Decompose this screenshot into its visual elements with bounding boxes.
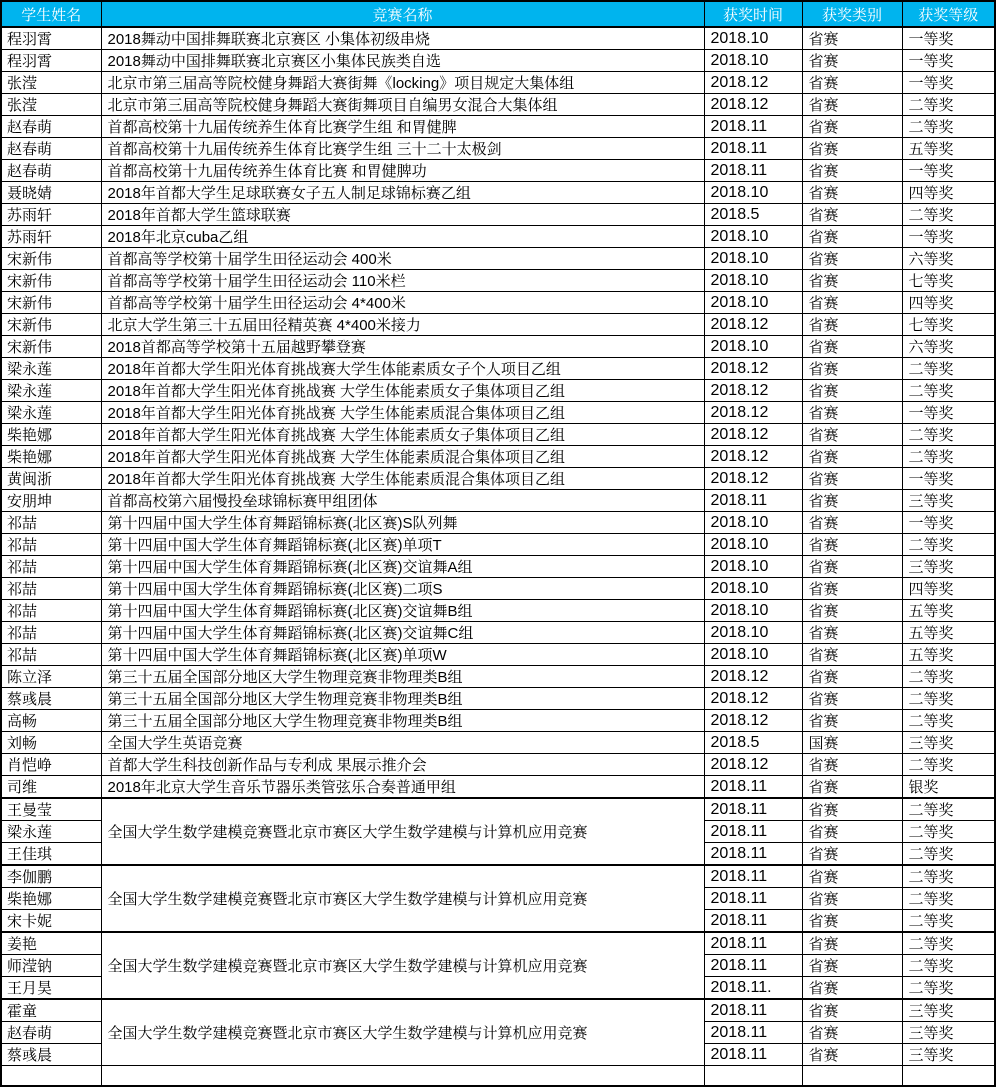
award-category-cell[interactable]: 省赛 — [802, 468, 902, 490]
competition-name-cell[interactable]: 2018年首都大学生篮球联赛 — [101, 204, 704, 226]
competition-name-cell[interactable]: 第三十五届全国部分地区大学生物理竞赛非物理类B组 — [101, 666, 704, 688]
award-category-cell[interactable]: 省赛 — [802, 204, 902, 226]
award-category-cell[interactable]: 省赛 — [802, 754, 902, 776]
award-time-cell[interactable]: 2018.11 — [704, 160, 802, 182]
student-name-cell[interactable]: 李伽鹏 — [1, 865, 101, 888]
table-row — [1, 204, 995, 226]
award-time-cell[interactable]: 2018.12 — [704, 314, 802, 336]
award-level-cell[interactable]: 一等奖 — [902, 50, 995, 72]
award-level-cell[interactable]: 二等奖 — [902, 424, 995, 446]
table-row — [1, 754, 995, 776]
award-level-cell[interactable]: 二等奖 — [902, 688, 995, 710]
table-row — [1, 94, 995, 116]
table-row — [1, 622, 995, 644]
student-name-cell[interactable]: 祁喆 — [1, 556, 101, 578]
competition-name-cell[interactable]: 全国大学生数学建模竞赛暨北京市赛区大学生数学建模与计算机应用竞赛 — [101, 865, 704, 932]
award-level-cell[interactable]: 二等奖 — [902, 977, 995, 1000]
award-category-cell[interactable]: 省赛 — [802, 1022, 902, 1044]
table-row — [1, 160, 995, 182]
award-level-cell[interactable]: 二等奖 — [902, 666, 995, 688]
competition-name-cell[interactable]: 第三十五届全国部分地区大学生物理竞赛非物理类B组 — [101, 688, 704, 710]
award-category-cell[interactable]: 省赛 — [802, 843, 902, 866]
competition-name-cell[interactable]: 2018舞动中国排舞联赛北京赛区 小集体初级串烧 — [101, 27, 704, 50]
table-row — [1, 424, 995, 446]
competition-name-cell[interactable]: 全国大学生数学建模竞赛暨北京市赛区大学生数学建模与计算机应用竞赛 — [101, 798, 704, 865]
award-category-cell[interactable]: 省赛 — [802, 666, 902, 688]
student-name-cell[interactable]: 聂晓婧 — [1, 182, 101, 204]
award-time-cell[interactable]: 2018.12 — [704, 380, 802, 402]
competition-name-cell[interactable]: 首都高校第十九届传统养生体育比赛学生组 三十二十太极剑 — [101, 138, 704, 160]
award-level-cell[interactable]: 二等奖 — [902, 843, 995, 866]
student-name-cell[interactable]: 梁永莲 — [1, 402, 101, 424]
award-category-cell[interactable]: 省赛 — [802, 600, 902, 622]
award-category-cell[interactable]: 省赛 — [802, 72, 902, 94]
table-row — [1, 314, 995, 336]
student-name-cell[interactable]: 宋新伟 — [1, 248, 101, 270]
award-level-cell[interactable]: 银奖 — [902, 776, 995, 799]
table-row — [1, 578, 995, 600]
table-row — [1, 226, 995, 248]
award-time-cell[interactable]: 2018.5 — [704, 732, 802, 754]
award-level-cell[interactable]: 三等奖 — [902, 1022, 995, 1044]
award-level-cell[interactable]: 四等奖 — [902, 578, 995, 600]
table-row — [1, 776, 995, 799]
award-time-cell[interactable]: 2018.10 — [704, 600, 802, 622]
award-level-cell[interactable]: 二等奖 — [902, 910, 995, 933]
competition-name-cell[interactable]: 北京市第三届高等院校健身舞蹈大赛街舞项目自编男女混合大集体组 — [101, 94, 704, 116]
student-name-cell[interactable]: 张滢 — [1, 94, 101, 116]
competition-name-cell[interactable]: 首都高校第十九届传统养生体育比赛 和胃健脾功 — [101, 160, 704, 182]
award-time-cell[interactable]: 2018.11 — [704, 776, 802, 799]
table-row — [1, 666, 995, 688]
award-category-cell[interactable]: 省赛 — [802, 556, 902, 578]
student-name-cell[interactable]: 祁喆 — [1, 512, 101, 534]
award-category-cell[interactable]: 省赛 — [802, 336, 902, 358]
competition-name-cell[interactable]: 全国大学生英语竞赛 — [101, 732, 704, 754]
award-category-cell[interactable]: 省赛 — [802, 138, 902, 160]
table-row — [1, 380, 995, 402]
award-level-cell[interactable]: 五等奖 — [902, 644, 995, 666]
competition-name-cell[interactable]: 首都大学生科技创新作品与专利成 果展示推介会 — [101, 754, 704, 776]
award-time-cell[interactable]: 2018.11 — [704, 1022, 802, 1044]
award-category-cell[interactable]: 省赛 — [802, 270, 902, 292]
column-header-award-category[interactable]: 获奖类别 — [802, 1, 902, 27]
table-row — [1, 468, 995, 490]
award-time-cell[interactable]: 2018.11 — [704, 821, 802, 843]
column-header-competition-name[interactable]: 竞赛名称 — [101, 1, 704, 27]
student-name-cell[interactable]: 祁喆 — [1, 600, 101, 622]
award-category-cell[interactable]: 省赛 — [802, 226, 902, 248]
student-name-cell[interactable]: 张滢 — [1, 72, 101, 94]
award-time-cell[interactable]: 2018.10 — [704, 248, 802, 270]
award-time-cell[interactable]: 2018.11 — [704, 888, 802, 910]
student-name-cell[interactable]: 程羽霄 — [1, 27, 101, 50]
award-time-cell[interactable]: 2018.11 — [704, 1044, 802, 1066]
student-name-cell[interactable]: 梁永莲 — [1, 358, 101, 380]
award-time-cell[interactable]: 2018.11 — [704, 116, 802, 138]
table-row — [1, 50, 995, 72]
competition-name-cell[interactable]: 2018年首都大学生阳光体育挑战赛 大学生体能素质混合集体项目乙组 — [101, 446, 704, 468]
empty-cell[interactable] — [1, 1066, 101, 1086]
student-name-cell[interactable]: 祁喆 — [1, 622, 101, 644]
award-category-cell[interactable]: 省赛 — [802, 534, 902, 556]
award-level-cell[interactable]: 二等奖 — [902, 380, 995, 402]
award-time-cell[interactable]: 2018.12 — [704, 754, 802, 776]
student-name-cell[interactable]: 柴艳娜 — [1, 446, 101, 468]
award-level-cell[interactable]: 六等奖 — [902, 336, 995, 358]
student-name-cell[interactable]: 高畅 — [1, 710, 101, 732]
award-time-cell[interactable]: 2018.11 — [704, 138, 802, 160]
competition-name-cell[interactable]: 2018年首都大学生足球联赛女子五人制足球锦标赛乙组 — [101, 182, 704, 204]
award-category-cell[interactable]: 省赛 — [802, 402, 902, 424]
table-row — [1, 27, 995, 50]
competition-name-cell[interactable]: 第十四届中国大学生体育舞蹈锦标赛(北区赛)单项W — [101, 644, 704, 666]
empty-cell[interactable] — [101, 1066, 704, 1086]
award-level-cell[interactable]: 四等奖 — [902, 182, 995, 204]
award-category-cell[interactable]: 省赛 — [802, 865, 902, 888]
award-level-cell[interactable]: 一等奖 — [902, 468, 995, 490]
award-time-cell[interactable]: 2018.10 — [704, 512, 802, 534]
award-level-cell[interactable]: 二等奖 — [902, 865, 995, 888]
award-category-cell[interactable]: 省赛 — [802, 424, 902, 446]
award-level-cell[interactable]: 六等奖 — [902, 248, 995, 270]
award-category-cell[interactable]: 省赛 — [802, 182, 902, 204]
table-row — [1, 402, 995, 424]
award-time-cell[interactable]: 2018.12 — [704, 94, 802, 116]
student-name-cell[interactable]: 程羽霄 — [1, 50, 101, 72]
award-time-cell[interactable]: 2018.11 — [704, 865, 802, 888]
award-time-cell[interactable]: 2018.11. — [704, 977, 802, 1000]
student-name-cell[interactable]: 安朋坤 — [1, 490, 101, 512]
student-name-cell[interactable]: 黄闽浙 — [1, 468, 101, 490]
table-row — [1, 688, 995, 710]
award-category-cell[interactable]: 省赛 — [802, 578, 902, 600]
student-name-cell[interactable]: 司维 — [1, 776, 101, 799]
award-time-cell[interactable]: 2018.10 — [704, 644, 802, 666]
student-name-cell[interactable]: 陈立泽 — [1, 666, 101, 688]
award-category-cell[interactable]: 省赛 — [802, 358, 902, 380]
award-time-cell[interactable]: 2018.11 — [704, 999, 802, 1022]
award-level-cell[interactable]: 三等奖 — [902, 732, 995, 754]
award-time-cell[interactable]: 2018.10 — [704, 622, 802, 644]
award-level-cell[interactable]: 一等奖 — [902, 72, 995, 94]
award-category-cell[interactable]: 省赛 — [802, 248, 902, 270]
student-name-cell[interactable]: 肖恺峥 — [1, 754, 101, 776]
award-time-cell[interactable]: 2018.10 — [704, 182, 802, 204]
competition-name-cell[interactable]: 首都高校第六届慢投垒球锦标赛甲组团体 — [101, 490, 704, 512]
competition-name-cell[interactable]: 第十四届中国大学生体育舞蹈锦标赛(北区赛)交谊舞C组 — [101, 622, 704, 644]
award-time-cell[interactable]: 2018.10 — [704, 226, 802, 248]
award-category-cell[interactable]: 省赛 — [802, 932, 902, 955]
award-level-cell[interactable]: 二等奖 — [902, 710, 995, 732]
award-time-cell[interactable]: 2018.10 — [704, 578, 802, 600]
competition-name-cell[interactable]: 第十四届中国大学生体育舞蹈锦标赛(北区赛)二项S — [101, 578, 704, 600]
award-time-cell[interactable]: 2018.12 — [704, 666, 802, 688]
competition-name-cell[interactable]: 2018年首都大学生阳光体育挑战赛大学生体能素质女子个人项目乙组 — [101, 358, 704, 380]
award-category-cell[interactable]: 省赛 — [802, 821, 902, 843]
competition-name-cell[interactable]: 2018年首都大学生阳光体育挑战赛 大学生体能素质混合集体项目乙组 — [101, 468, 704, 490]
award-level-cell[interactable]: 二等奖 — [902, 888, 995, 910]
student-name-cell[interactable]: 宋新伟 — [1, 292, 101, 314]
competition-name-cell[interactable]: 2018年北京cuba乙组 — [101, 226, 704, 248]
competition-name-cell[interactable]: 第十四届中国大学生体育舞蹈锦标赛(北区赛)交谊舞A组 — [101, 556, 704, 578]
table-row — [1, 72, 995, 94]
award-category-cell[interactable]: 省赛 — [802, 1044, 902, 1066]
student-name-cell[interactable]: 宋新伟 — [1, 314, 101, 336]
table-row — [1, 116, 995, 138]
award-time-cell[interactable]: 2018.10 — [704, 27, 802, 50]
competition-name-cell[interactable]: 2018年北京大学生音乐节器乐类管弦乐合奏普通甲组 — [101, 776, 704, 799]
competition-name-cell[interactable]: 北京市第三届高等院校健身舞蹈大赛街舞《locking》项目规定大集体组 — [101, 72, 704, 94]
award-category-cell[interactable]: 省赛 — [802, 380, 902, 402]
award-level-cell[interactable]: 五等奖 — [902, 622, 995, 644]
table-row — [1, 138, 995, 160]
table-header-row — [1, 1, 995, 27]
table-row — [1, 446, 995, 468]
competition-name-cell[interactable]: 首都高等学校第十届学生田径运动会 4*400米 — [101, 292, 704, 314]
student-name-cell[interactable]: 蔡彧晨 — [1, 688, 101, 710]
student-name-cell[interactable]: 祁喆 — [1, 534, 101, 556]
award-level-cell[interactable]: 二等奖 — [902, 955, 995, 977]
table-row — [1, 336, 995, 358]
table-row — [1, 490, 995, 512]
empty-cell[interactable] — [802, 1066, 902, 1086]
award-level-cell[interactable]: 三等奖 — [902, 556, 995, 578]
student-name-cell[interactable]: 刘畅 — [1, 732, 101, 754]
award-time-cell[interactable]: 2018.11 — [704, 843, 802, 866]
table-row — [1, 932, 995, 955]
award-level-cell[interactable]: 二等奖 — [902, 116, 995, 138]
student-name-cell[interactable]: 宋新伟 — [1, 270, 101, 292]
award-time-cell[interactable]: 2018.12 — [704, 468, 802, 490]
award-time-cell[interactable]: 2018.10 — [704, 556, 802, 578]
table-row — [1, 248, 995, 270]
competition-name-cell[interactable]: 第三十五届全国部分地区大学生物理竞赛非物理类B组 — [101, 710, 704, 732]
column-header-student-name[interactable]: 学生姓名 — [1, 1, 101, 27]
competition-name-cell[interactable]: 2018舞动中国排舞联赛北京赛区小集体民族类自选 — [101, 50, 704, 72]
award-level-cell[interactable]: 二等奖 — [902, 534, 995, 556]
table-row — [1, 512, 995, 534]
competition-name-cell[interactable]: 首都高校第十九届传统养生体育比赛学生组 和胃健脾 — [101, 116, 704, 138]
student-name-cell[interactable]: 苏雨轩 — [1, 204, 101, 226]
student-name-cell[interactable]: 宋新伟 — [1, 336, 101, 358]
award-category-cell[interactable]: 省赛 — [802, 512, 902, 534]
competition-name-cell[interactable]: 首都高等学校第十届学生田径运动会 400米 — [101, 248, 704, 270]
award-level-cell[interactable]: 二等奖 — [902, 798, 995, 821]
student-name-cell[interactable]: 柴艳娜 — [1, 424, 101, 446]
student-name-cell[interactable]: 王月昊 — [1, 977, 101, 1000]
award-category-cell[interactable]: 省赛 — [802, 644, 902, 666]
award-level-cell[interactable]: 三等奖 — [902, 1044, 995, 1066]
award-category-cell[interactable]: 省赛 — [802, 446, 902, 468]
table-row — [1, 865, 995, 888]
table-row — [1, 556, 995, 578]
student-name-cell[interactable]: 姜艳 — [1, 932, 101, 955]
award-category-cell[interactable]: 省赛 — [802, 314, 902, 336]
award-category-cell[interactable]: 省赛 — [802, 888, 902, 910]
award-time-cell[interactable]: 2018.10 — [704, 50, 802, 72]
student-name-cell[interactable]: 祁喆 — [1, 644, 101, 666]
student-name-cell[interactable]: 赵春萌 — [1, 160, 101, 182]
award-level-cell[interactable]: 二等奖 — [902, 821, 995, 843]
competition-name-cell[interactable]: 第十四届中国大学生体育舞蹈锦标赛(北区赛)S队列舞 — [101, 512, 704, 534]
award-category-cell[interactable]: 省赛 — [802, 490, 902, 512]
award-level-cell[interactable]: 二等奖 — [902, 204, 995, 226]
award-time-cell[interactable]: 2018.5 — [704, 204, 802, 226]
table-row — [1, 292, 995, 314]
student-name-cell[interactable]: 蔡彧晨 — [1, 1044, 101, 1066]
award-category-cell[interactable]: 省赛 — [802, 710, 902, 732]
award-level-cell[interactable]: 五等奖 — [902, 138, 995, 160]
award-time-cell[interactable]: 2018.10 — [704, 336, 802, 358]
column-header-award-level[interactable]: 获奖等级 — [902, 1, 995, 27]
award-level-cell[interactable]: 七等奖 — [902, 270, 995, 292]
award-category-cell[interactable]: 省赛 — [802, 27, 902, 50]
competition-name-cell[interactable]: 2018年首都大学生阳光体育挑战赛 大学生体能素质混合集体项目乙组 — [101, 402, 704, 424]
table-row — [1, 732, 995, 754]
table-row — [1, 798, 995, 821]
award-category-cell[interactable]: 省赛 — [802, 999, 902, 1022]
table-row — [1, 600, 995, 622]
award-time-cell[interactable]: 2018.11 — [704, 798, 802, 821]
table-row — [1, 644, 995, 666]
award-level-cell[interactable]: 二等奖 — [902, 358, 995, 380]
table-row — [1, 710, 995, 732]
award-time-cell[interactable]: 2018.11 — [704, 932, 802, 955]
award-level-cell[interactable]: 三等奖 — [902, 490, 995, 512]
award-time-cell[interactable]: 2018.12 — [704, 446, 802, 468]
student-name-cell[interactable]: 梁永莲 — [1, 821, 101, 843]
student-name-cell[interactable]: 苏雨轩 — [1, 226, 101, 248]
award-category-cell[interactable]: 省赛 — [802, 688, 902, 710]
award-level-cell[interactable]: 二等奖 — [902, 94, 995, 116]
student-name-cell[interactable]: 宋卡妮 — [1, 910, 101, 933]
award-time-cell[interactable]: 2018.12 — [704, 358, 802, 380]
table-row — [1, 999, 995, 1022]
award-category-cell[interactable]: 省赛 — [802, 910, 902, 933]
competition-name-cell[interactable]: 第十四届中国大学生体育舞蹈锦标赛(北区赛)交谊舞B组 — [101, 600, 704, 622]
award-category-cell[interactable]: 省赛 — [802, 160, 902, 182]
award-time-cell[interactable]: 2018.11 — [704, 955, 802, 977]
competition-name-cell[interactable]: 2018年首都大学生阳光体育挑战赛 大学生体能素质女子集体项目乙组 — [101, 424, 704, 446]
student-name-cell[interactable]: 师滢钠 — [1, 955, 101, 977]
student-name-cell[interactable]: 柴艳娜 — [1, 888, 101, 910]
award-time-cell[interactable]: 2018.10 — [704, 270, 802, 292]
award-category-cell[interactable]: 国赛 — [802, 732, 902, 754]
award-level-cell[interactable]: 五等奖 — [902, 600, 995, 622]
award-level-cell[interactable]: 三等奖 — [902, 999, 995, 1022]
award-time-cell[interactable]: 2018.12 — [704, 710, 802, 732]
award-level-cell[interactable]: 一等奖 — [902, 160, 995, 182]
award-time-cell[interactable]: 2018.10 — [704, 292, 802, 314]
award-category-cell[interactable]: 省赛 — [802, 798, 902, 821]
award-level-cell[interactable]: 一等奖 — [902, 402, 995, 424]
award-level-cell[interactable]: 二等奖 — [902, 932, 995, 955]
student-name-cell[interactable]: 祁喆 — [1, 578, 101, 600]
award-category-cell[interactable]: 省赛 — [802, 955, 902, 977]
award-time-cell[interactable]: 2018.11 — [704, 910, 802, 933]
competition-name-cell[interactable]: 全国大学生数学建模竞赛暨北京市赛区大学生数学建模与计算机应用竞赛 — [101, 932, 704, 999]
award-category-cell[interactable]: 省赛 — [802, 977, 902, 1000]
competition-name-cell[interactable]: 北京大学生第三十五届田径精英赛 4*400米接力 — [101, 314, 704, 336]
table-body — [1, 27, 995, 1086]
student-name-cell[interactable]: 赵春萌 — [1, 1022, 101, 1044]
award-time-cell[interactable]: 2018.11 — [704, 490, 802, 512]
award-level-cell[interactable]: 一等奖 — [902, 27, 995, 50]
table-row — [1, 270, 995, 292]
table-row — [1, 358, 995, 380]
table-row-partial — [1, 1066, 995, 1086]
competition-name-cell[interactable]: 全国大学生数学建模竞赛暨北京市赛区大学生数学建模与计算机应用竞赛 — [101, 999, 704, 1066]
student-name-cell[interactable]: 霍童 — [1, 999, 101, 1022]
award-time-cell[interactable]: 2018.12 — [704, 72, 802, 94]
award-level-cell[interactable]: 七等奖 — [902, 314, 995, 336]
competition-name-cell[interactable]: 首都高等学校第十届学生田径运动会 110米栏 — [101, 270, 704, 292]
award-category-cell[interactable]: 省赛 — [802, 622, 902, 644]
award-level-cell[interactable]: 一等奖 — [902, 226, 995, 248]
award-category-cell[interactable]: 省赛 — [802, 94, 902, 116]
award-category-cell[interactable]: 省赛 — [802, 50, 902, 72]
column-header-award-time[interactable]: 获奖时间 — [704, 1, 802, 27]
award-category-cell[interactable]: 省赛 — [802, 292, 902, 314]
table-row — [1, 182, 995, 204]
award-time-cell[interactable]: 2018.10 — [704, 534, 802, 556]
empty-cell[interactable] — [902, 1066, 995, 1086]
competition-name-cell[interactable]: 第十四届中国大学生体育舞蹈锦标赛(北区赛)单项T — [101, 534, 704, 556]
award-level-cell[interactable]: 二等奖 — [902, 754, 995, 776]
award-category-cell[interactable]: 省赛 — [802, 776, 902, 799]
award-time-cell[interactable]: 2018.12 — [704, 424, 802, 446]
award-level-cell[interactable]: 一等奖 — [902, 512, 995, 534]
empty-cell[interactable] — [704, 1066, 802, 1086]
student-name-cell[interactable]: 王佳琪 — [1, 843, 101, 866]
student-name-cell[interactable]: 梁永莲 — [1, 380, 101, 402]
student-name-cell[interactable]: 赵春萌 — [1, 138, 101, 160]
award-time-cell[interactable]: 2018.12 — [704, 688, 802, 710]
award-level-cell[interactable]: 四等奖 — [902, 292, 995, 314]
award-category-cell[interactable]: 省赛 — [802, 116, 902, 138]
award-time-cell[interactable]: 2018.12 — [704, 402, 802, 424]
award-level-cell[interactable]: 二等奖 — [902, 446, 995, 468]
table-row — [1, 534, 995, 556]
competition-name-cell[interactable]: 2018首都高等学校第十五届越野攀登赛 — [101, 336, 704, 358]
student-name-cell[interactable]: 赵春萌 — [1, 116, 101, 138]
student-name-cell[interactable]: 王曼莹 — [1, 798, 101, 821]
competition-name-cell[interactable]: 2018年首都大学生阳光体育挑战赛 大学生体能素质女子集体项目乙组 — [101, 380, 704, 402]
